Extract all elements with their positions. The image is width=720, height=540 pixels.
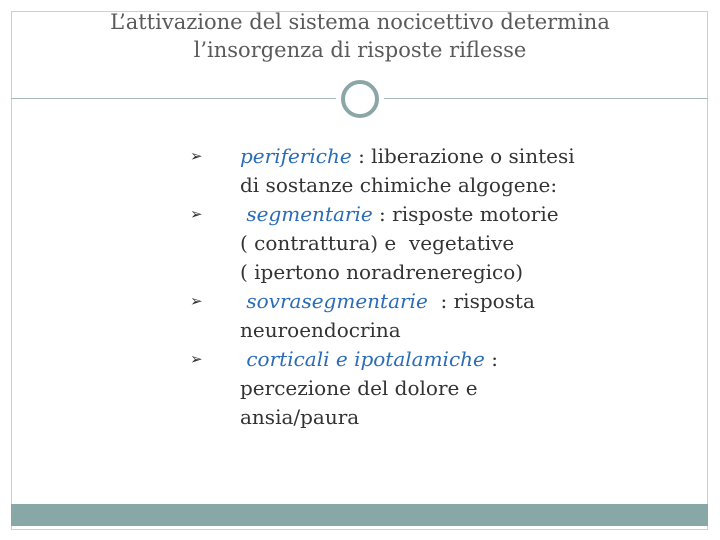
arrow-bullet-icon: ➢ xyxy=(190,292,203,310)
arrow-bullet-icon: ➢ xyxy=(190,147,203,165)
bullet-term: corticali e ipotalamiche xyxy=(240,347,485,371)
bullet-item-corticali xyxy=(190,345,670,432)
bullet-text: : risposta xyxy=(427,289,535,313)
bullet-item-sovrasegmentarie xyxy=(190,287,670,345)
bullet-text-line: ( ipertono noradreneregico) xyxy=(240,260,524,284)
title-divider-left xyxy=(11,98,336,99)
slide-title xyxy=(30,8,690,64)
bullet-item-segmentarie xyxy=(190,200,670,287)
footer-bar xyxy=(11,504,708,526)
bullet-text: : xyxy=(484,347,498,371)
bullet-text: : liberazione o sintesi xyxy=(351,144,575,168)
bullet-text-line: percezione del dolore e xyxy=(240,376,478,400)
bullet-list xyxy=(190,142,670,432)
arrow-bullet-icon: ➢ xyxy=(190,350,203,368)
bullet-text-line: neuroendocrina xyxy=(240,318,401,342)
bullet-text-line: di sostanze chimiche algogene: xyxy=(240,173,558,197)
bullet-text-line: ( contrattura) e vegetative xyxy=(240,231,515,255)
arrow-bullet-icon: ➢ xyxy=(190,205,203,223)
bullet-term: segmentarie xyxy=(240,202,373,226)
bullet-text: : risposte motorie xyxy=(372,202,559,226)
title-line-2: l’insorgenza di risposte riflesse xyxy=(193,38,527,62)
title-line-1: L’attivazione del sistema nocicettivo determina xyxy=(110,10,610,34)
title-divider-right xyxy=(384,98,708,99)
bullet-item-periferiche xyxy=(190,142,670,200)
bullet-term: periferiche xyxy=(240,144,352,168)
bullet-term: sovrasegmentarie xyxy=(240,289,428,313)
bullet-text-line: ansia/paura xyxy=(240,405,360,429)
divider-circle-ornament xyxy=(341,80,379,118)
